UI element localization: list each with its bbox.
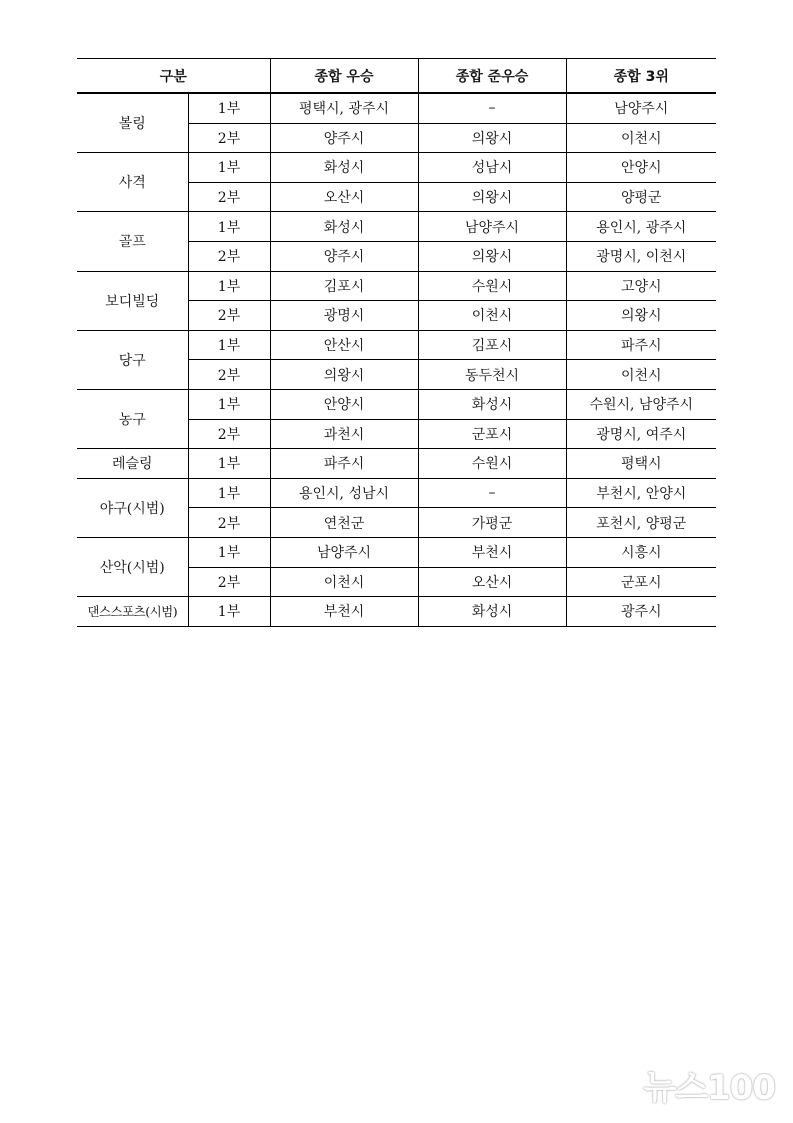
table-row <box>77 449 716 479</box>
first-place-cell: 양주시 <box>270 241 418 271</box>
table-row <box>77 212 716 242</box>
category-cell: 보디빌딩 <box>77 271 188 330</box>
category-cell: 사격 <box>77 153 188 212</box>
table-row <box>77 597 716 627</box>
category-cell: 댄스스포츠(시범) <box>77 597 188 627</box>
division-cell: 2부 <box>188 567 270 597</box>
second-place-cell: 남양주시 <box>418 212 566 242</box>
third-place-cell: 광명시, 여주시 <box>566 419 716 449</box>
table-row <box>77 93 716 123</box>
first-place-cell: 부천시 <box>270 597 418 627</box>
second-place-cell: 동두천시 <box>418 360 566 390</box>
second-place-cell: 군포시 <box>418 419 566 449</box>
table-row <box>77 330 716 360</box>
division-cell: 1부 <box>188 449 270 479</box>
first-place-cell: 이천시 <box>270 567 418 597</box>
third-place-cell: 부천시, 안양시 <box>566 478 716 508</box>
third-place-cell: 광주시 <box>566 597 716 627</box>
division-cell: 1부 <box>188 212 270 242</box>
second-place-cell: 의왕시 <box>418 241 566 271</box>
header-second-place: 종합 준우승 <box>418 59 566 94</box>
second-place-cell: 부천시 <box>418 537 566 567</box>
table-row <box>77 271 716 301</box>
category-cell: 레슬링 <box>77 449 188 479</box>
second-place-cell: 화성시 <box>418 389 566 419</box>
division-cell: 1부 <box>188 330 270 360</box>
first-place-cell: 남양주시 <box>270 537 418 567</box>
third-place-cell: 포천시, 양평군 <box>566 508 716 538</box>
category-cell: 볼링 <box>77 93 188 153</box>
second-place-cell: 의왕시 <box>418 123 566 153</box>
third-place-cell: 수원시, 남양주시 <box>566 389 716 419</box>
header-first-place: 종합 우승 <box>270 59 418 94</box>
category-cell: 당구 <box>77 330 188 389</box>
division-cell: 2부 <box>188 301 270 331</box>
third-place-cell: 안양시 <box>566 153 716 183</box>
table-row <box>77 537 716 567</box>
division-cell: 1부 <box>188 478 270 508</box>
third-place-cell: 양평군 <box>566 182 716 212</box>
header-third-place: 종합 3위 <box>566 59 716 94</box>
second-place-cell: 가평군 <box>418 508 566 538</box>
division-cell: 2부 <box>188 241 270 271</box>
second-place-cell: – <box>418 93 566 123</box>
third-place-cell: 이천시 <box>566 360 716 390</box>
header-category: 구분 <box>77 59 270 94</box>
category-cell: 골프 <box>77 212 188 271</box>
third-place-cell: 평택시 <box>566 449 716 479</box>
second-place-cell: 오산시 <box>418 567 566 597</box>
third-place-cell: 고양시 <box>566 271 716 301</box>
division-cell: 1부 <box>188 597 270 627</box>
header-row <box>77 59 716 94</box>
division-cell: 2부 <box>188 508 270 538</box>
second-place-cell: 의왕시 <box>418 182 566 212</box>
second-place-cell: 이천시 <box>418 301 566 331</box>
table-row <box>77 389 716 419</box>
first-place-cell: 김포시 <box>270 271 418 301</box>
first-place-cell: 용인시, 성남시 <box>270 478 418 508</box>
division-cell: 1부 <box>188 153 270 183</box>
division-cell: 2부 <box>188 123 270 153</box>
first-place-cell: 과천시 <box>270 419 418 449</box>
table-row <box>77 478 716 508</box>
first-place-cell: 안산시 <box>270 330 418 360</box>
first-place-cell: 화성시 <box>270 212 418 242</box>
division-cell: 2부 <box>188 182 270 212</box>
table-row <box>77 153 716 183</box>
first-place-cell: 의왕시 <box>270 360 418 390</box>
first-place-cell: 양주시 <box>270 123 418 153</box>
division-cell: 2부 <box>188 360 270 390</box>
first-place-cell: 화성시 <box>270 153 418 183</box>
division-cell: 2부 <box>188 419 270 449</box>
second-place-cell: 수원시 <box>418 271 566 301</box>
category-cell: 야구(시범) <box>77 478 188 537</box>
first-place-cell: 안양시 <box>270 389 418 419</box>
first-place-cell: 평택시, 광주시 <box>270 93 418 123</box>
results-table <box>77 58 716 627</box>
division-cell: 1부 <box>188 389 270 419</box>
second-place-cell: 화성시 <box>418 597 566 627</box>
third-place-cell: 시흥시 <box>566 537 716 567</box>
division-cell: 1부 <box>188 537 270 567</box>
third-place-cell: 용인시, 광주시 <box>566 212 716 242</box>
second-place-cell: 수원시 <box>418 449 566 479</box>
division-cell: 1부 <box>188 271 270 301</box>
third-place-cell: 의왕시 <box>566 301 716 331</box>
third-place-cell: 광명시, 이천시 <box>566 241 716 271</box>
third-place-cell: 파주시 <box>566 330 716 360</box>
second-place-cell: 성남시 <box>418 153 566 183</box>
third-place-cell: 군포시 <box>566 567 716 597</box>
division-cell: 1부 <box>188 93 270 123</box>
table-body <box>77 93 716 626</box>
first-place-cell: 오산시 <box>270 182 418 212</box>
second-place-cell: – <box>418 478 566 508</box>
category-cell: 농구 <box>77 389 188 448</box>
third-place-cell: 남양주시 <box>566 93 716 123</box>
third-place-cell: 이천시 <box>566 123 716 153</box>
first-place-cell: 광명시 <box>270 301 418 331</box>
category-cell: 산악(시범) <box>77 537 188 596</box>
news100-watermark-logo: 뉴스100 <box>643 1068 775 1108</box>
second-place-cell: 김포시 <box>418 330 566 360</box>
first-place-cell: 파주시 <box>270 449 418 479</box>
first-place-cell: 연천군 <box>270 508 418 538</box>
